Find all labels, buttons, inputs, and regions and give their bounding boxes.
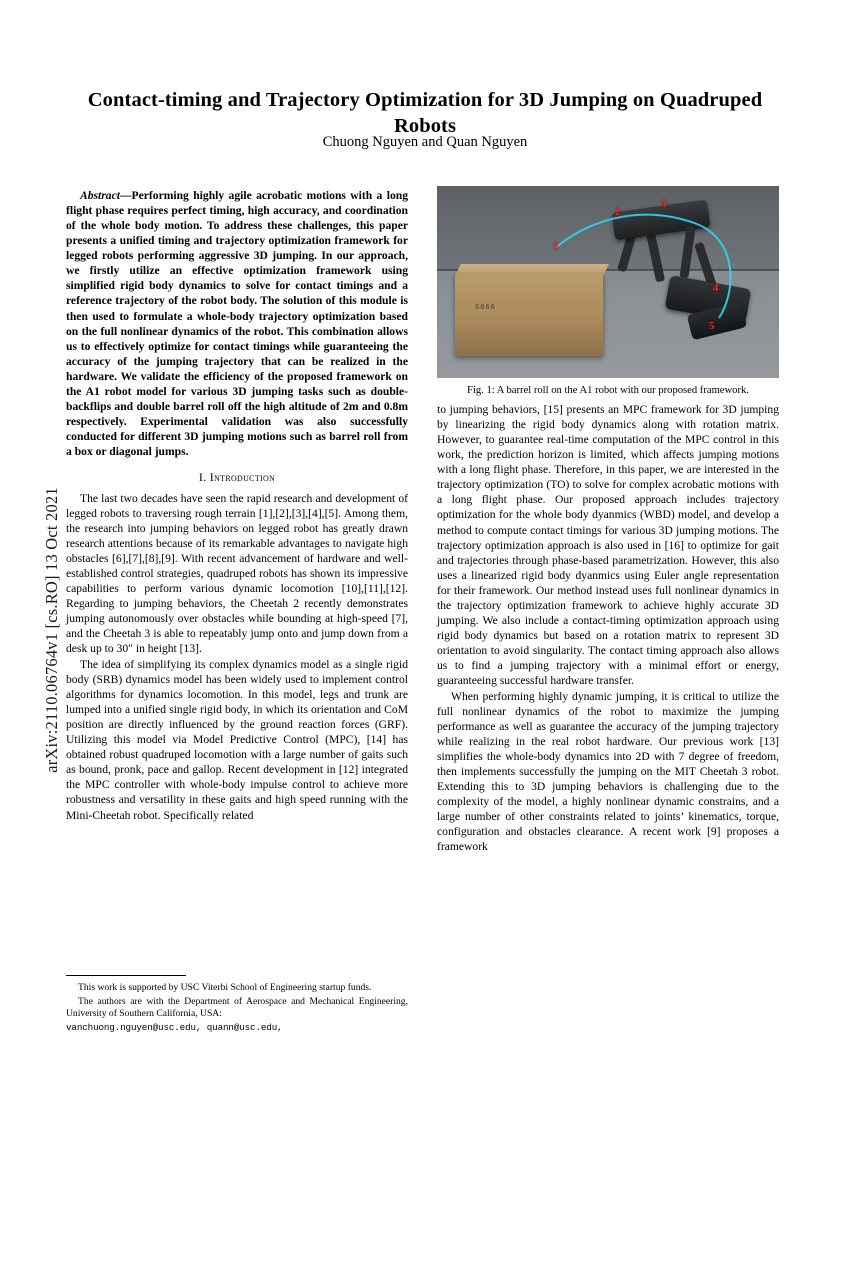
- abstract-lead: Abstract—: [80, 189, 132, 202]
- figure-marker-2: 2: [615, 206, 621, 218]
- figure-1-label: Fig. 1:: [467, 385, 495, 396]
- footnote-1: This work is supported by USC Viterbi School of Engineering startup funds.: [78, 982, 372, 993]
- section-heading-introduction: I. Introduction: [198, 470, 276, 485]
- figure-1: [437, 186, 779, 397]
- figure-marker-3: 3: [661, 198, 667, 210]
- abstract-text: Performing highly agile acrobatic motions with a long flight phase requires perfect timing, high accuracy, and coordination of the whole body motion. To address these challenges, this paper presents a unified timing and trajectory optimization framework for legged robots performing aggressive 3D jumping. In our approach, we firstly utilize an effective optimization framework using simplified rigid body dynamics to solve for contact timings and a reference trajectory of the robot body. The solution of this module is then used to formulate a whole-body trajectory optimization based on the full nonlinear dynamics of the robot. This combination allows us to effectively optimize for contact timings while guaranteeing the accuracy of the jumping trajectory that can be realized in the hardware. We validate the efficiency of the proposed framework on the A1 robot model for various 3D jumping tasks such as double-backflips and double barrel roll off the high altitude of 2m and 0.8m respectively. Experimental validation was also successfully conducted for different 3D jumping motions such as barrel roll from a box or diagonal jumps.: [66, 189, 408, 459]
- photo-box-label: 6066: [475, 304, 496, 312]
- figure-1-image: [437, 186, 779, 378]
- right-paragraph-2: When performing highly dynamic jumping, it is critical to utilize the full nonlinear dynamics of the robot to maximize the jumping performance as well as guarantee the accuracy of the jumping trajectory while realizing in the real robot hardware. Our previous work [13] simplifies the whole-body dynamics into 2D with 7 degree of freedom, then implements successfully the jumping on the MIT Cheetah 3 robot. Extending this to 3D jumping behaviors is challenging due to the complexity of the model, a highly nonlinear dynamic constrains, and a large number of other constraints related to joints’ kinematics, torque, configuration and obstacles clearance. A recent work [9] proposes a framework: [437, 689, 779, 854]
- figure-marker-5: 5: [709, 320, 715, 332]
- figure-marker-4: 4: [713, 282, 719, 294]
- left-paragraph-1: The last two decades have seen the rapid research and development of legged robots to traversing rough terrain [1],[2],[3],[4],[5]. Among them, the research into jumping behaviors on legged robot has greatly drawn research attentions because of its remarkable advantages to navigate high obstacles [6],[7],[8],[9]. With recent advancement of hardware and well-established control strategies, quadruped robots has shown its impressive capabilities to perform various dynamic locomotion [10],[11],[12]. Regarding to jumping behaviors, the Cheetah 2 recently demonstrates jumping autonomously over obstacles while bounding at high-speed [7], and the Cheetah 3 is able to repeatably jump onto and jump down from a desk up to 30″ in height [13].: [66, 491, 408, 656]
- left-column: [66, 188, 408, 1068]
- trajectory-overlay-icon: [437, 186, 779, 378]
- page-title: Contact-timing and Trajectory Optimization for 3D Jumping on Quadruped Robots: [87, 89, 763, 137]
- figure-marker-1: 1: [553, 240, 559, 252]
- authors: Chuong Nguyen and Quan Nguyen: [322, 134, 528, 150]
- figure-1-caption-text: A barrel roll on the A1 robot with our proposed framework.: [496, 385, 749, 396]
- footnote-2: The authors are with the Department of Aerospace and Mechanical Engineering, University of Southern California, USA:: [66, 996, 408, 1020]
- arxiv-stamp: arXiv:2110.06764v1 [cs.RO] 13 Oct 2021: [42, 487, 61, 773]
- footnote-divider: [66, 975, 186, 976]
- right-column: [437, 402, 779, 1282]
- footnote-emails: vanchuong.nguyen@usc.edu, quann@usc.edu,: [66, 1022, 283, 1034]
- left-paragraph-2: The idea of simplifying its complex dynamics model as a single rigid body (SRB) dynamics model has been widely used to implement control algorithms for dynamics locomotion. In this model, legs and trunk are lumped into a unified single rigid body, in which its orientation and CoM position are directly influenced by the ground reaction forces (GRF). Utilizing this model via Model Predictive Control (MPC), [14] has obtained robust quadruped locomotion with a large number of gaits such as bound, pronk, pace and gallop. Recent development in [12] integrated the MPC controller with whole-body impulse control to achieve more robustness and versatility in these gaits and high speed running with the Mini-Cheetah robot. Specifically related: [66, 657, 408, 822]
- footnotes: [66, 982, 408, 1036]
- abstract-paragraph: [66, 188, 408, 459]
- figure-1-caption: [437, 384, 779, 397]
- right-paragraph-1: to jumping behaviors, [15] presents an MPC framework for 3D jumping by linearizing the rigid body dynamics along with rotation matrix. However, to guarantee real-time computation of the MPC control in this work, the prediction horizon is limited, which affects jumping motions with a long flight phase. Therefore, in this paper, we are interested in the trajectory optimization (TO) to solve for complex acrobatic motions with a long flight phase. Our proposed approach includes trajectory optimization for the whole body dyanmics (WBD) model, and develop a method to compute contact timings for various 3D jumping motions. The trajectory optimization approach is also used in [16] to optimize for gait and trajectories through phase-based parametrization. However, this also uses a linearized rigid body dyanmics using Euler angle representation for their framework. Our method instead uses full nonlinear dynamics in the trajectory optimization framework to achieve highly accurate 3D jumping. We also include a contact-timing optimization approach using rigid body dynamics but based on a rotation matrix to represent 3D orientation to avoid singularity. The contact timing approach also allows us to find a jumping trajectory with a minimal effort or energy, guaranteeing successful hardware transfer.: [437, 403, 779, 688]
